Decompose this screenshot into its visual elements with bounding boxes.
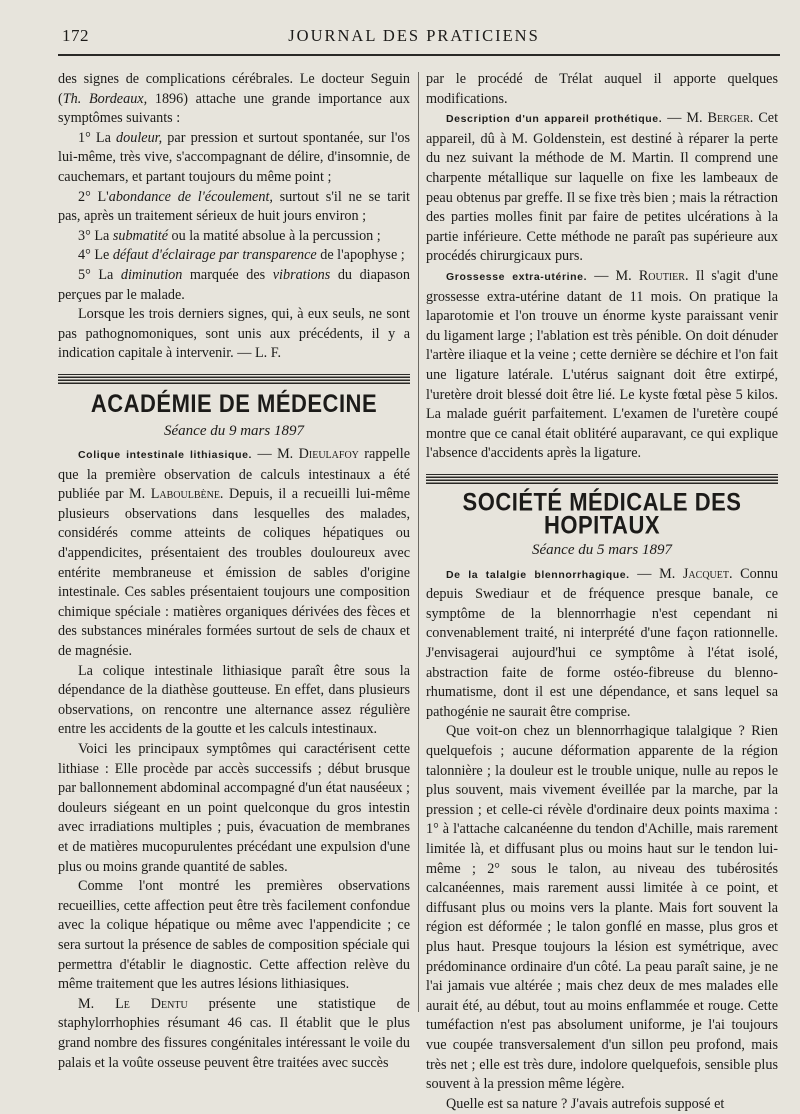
section-rule bbox=[58, 374, 410, 384]
section-rule bbox=[426, 474, 778, 484]
paragraph: Que voit-on chez un blennorrhagique talalgique ? Rien quelquefois ; aucune déformation apparente de la région talonnière ; la douleur est le trouble unique, nulle au repos le plus souvent, mais vivement éveillée par la marche, par la pression ; et celle-ci révèle d'ordinaire deux points maxima : 1° à l'attache calcanéenne du tendon d'Achille, mais rarement limitée là, et diffusant plus ou moins haut sur le tendon lui-même ; 2° sous le talon, au niveau des tubérosités calcanéennes, mais rarement aussi limitée à ce point, et diffusant plus ou moins vers la plante. Mais fort souvent la région est déformée ; le talon gonflé en masse, plus gros et plus haut. Presque toujours la lésion est symétrique, avec prédominance ordinaire d'un côté. La peau paraît saine, je ne l'ai jamais vue altérée ; mais chez deux de mes malades elle aurait été, au début, tout au moins enflammée et rouge. Cette tuméfaction n'est pas absolument uniforme, je l'ai toujours vue coupée transversalement d'un sillon peu profond, mais très net ; elle est très dure, indolore quelquefois, sensible plus souvent à la pression même légère. bbox=[426, 723, 778, 1093]
symptom-3: 3° La submatité ou la matité absolue à la percussion ; bbox=[78, 227, 381, 244]
symptom-2: 2° L'abondance de l'écoulement, surtout s'il ne se tarit pas, après un traitement sérieux de huit jours environ ; bbox=[58, 188, 410, 225]
symptom-1: 1° La douleur, par pression et surtout spontanée, sur l'os lui-même, très vive, s'accompagnant de délire, d'insomnie, de cauchemars, et partant toujours du même point ; bbox=[58, 129, 411, 185]
journal-title: JOURNAL DES PRATICIENS bbox=[288, 26, 540, 45]
paragraph: Quelle est sa nature ? J'avais autrefois supposé et bbox=[446, 1095, 725, 1112]
paragraph: La colique intestinale lithiasique paraît être sous la dépendance de la diathèse goutteuse. En effet, dans plusieurs observations, on rencontre une alternance assez régulière entre les accidents de la goutte et les calculs intestinaux. bbox=[58, 662, 410, 738]
header-rule bbox=[58, 54, 780, 56]
symptom-5: 5° La diminution marquée des vibrations du diapason perçues par le malade. bbox=[58, 266, 410, 303]
section-title-academie: ACADÉMIE DE MÉDECINE bbox=[90, 388, 378, 418]
column-divider bbox=[418, 72, 419, 1012]
left-column bbox=[58, 70, 410, 1073]
article-staphylorrhophie: M. Le Dentu présente une statistique de staphylorrhophies résumant 46 cas. Il établit que le plus grand nombre des fissures congénitales intéressant le voile du palais et la voûte osseuse peuvent être traitées avec succès bbox=[58, 995, 410, 1071]
article-talalgie: De la talalgie blennorrhagique. — M. Jacquet. Connu depuis Swediaur et de fréquence presque banale, ce symptôme de la blennorrhagie n'est cependant ni convenablement traité, ni interprété d'une façon rationnelle. J'envisagerai aujourd'hui ce symptôme à l'état isolé, abstraction faite de forme ostéo-fibreuse du blenno-rhumatisme, dont il est une dépendance, et sans lequel sa pathogénie ne saurait être comprise. bbox=[426, 565, 778, 720]
page-header bbox=[58, 26, 770, 48]
article-colique: Colique intestinale lithiasique. — M. Dieulafoy rappelle que la première observation de calculs intestinaux a été publiée par M. Laboulbène. Depuis, il a recueilli lui-même plusieurs observations dans lesquelles des malades, considérés comme atteints de coliques hépatiques ou d'appendicites, présentaient des troubles douloureux avec entérite membraneuse et émission de sables d'origine intestinale. Ces sables présentaient toujours une composition chimique spéciale : matières organiques dérivées des fèces et des substances minérales formées surtout de sels de chaux et de magnésie. bbox=[58, 446, 410, 660]
intro-conclusion: Lorsque les trois derniers signes, qui, à eux seuls, ne sont pas pathognomoniques, sont unis aux précédents, il y a indication capitale à intervenir. — L. F. bbox=[58, 306, 410, 362]
seance-date: Séance du 9 mars 1897 bbox=[164, 422, 304, 439]
section-title-societe: SOCIÉTÉ MÉDICALE DES HOPITAUX bbox=[462, 487, 742, 539]
continuation: par le procédé de Trélat auquel il apporte quelques modifications. bbox=[426, 71, 778, 107]
symptom-4: 4° Le défaut d'éclairage par transparence de l'apophyse ; bbox=[78, 247, 405, 264]
intro-paragraph: des signes de complications cérébrales. Le docteur Seguin (Th. Bordeaux, 1896) attache une grande importance aux symptômes suivants : bbox=[58, 71, 410, 127]
seance-date: Séance du 5 mars 1897 bbox=[532, 542, 672, 559]
right-column bbox=[426, 70, 778, 1114]
article-grossesse: Grossesse extra-utérine. — M. Routier. Il s'agit d'une grossesse extra-utérine datant de 11 mois. On pratique la laparotomie et l'on trouve un énorme kyste paraissant venir du ligament large ; l'ablation est très pénible. On doit dénuder l'artère iliaque et la veine ; cette dernière se déchire et l'on fait une ligature latérale. L'utérus saignant doit être extirpé, l'uretère droit blessé doit être lié. Le kyste fœtal pèse 5 kilos. La malade guérit parfaitement. L'examen de l'uretère coupé montre que ce canal était oblitéré auparavant, ce qui explique l'absence d'accidents après la ligature. bbox=[426, 267, 779, 462]
paragraph: Comme l'ont montré les premières observations recueillies, cette affection peut être très facilement confondue avec la colique hépatique ou même avec l'appendicite ; ce sera surtout la présence de sables de composition spéciale qui permettra d'établir le diagnostic. Cette affection relève du même traitement que les autres lésions lithiasiques. bbox=[58, 878, 410, 993]
page-number: 172 bbox=[62, 26, 89, 45]
paragraph: Voici les principaux symptômes qui caractérisent cette lithiase : Elle procède par accès successifs ; début brusque par ballonnement abdominal accompagné d'un état nauséeux ; douleurs siégeant en un point quelconque du gros intestin avec irradiations multiples ; puis, évacuation de membranes et de matières mucopurulentes précédant une expulsion d'une plus ou moins grande quantité de sables. bbox=[58, 741, 410, 875]
article-appareil: Description d'un appareil prothétique. — M. Berger. Cet appareil, dû à M. Goldenstein, est destiné à réparer la perte du nez suivant la méthode de M. Martin. Il comprend une charpente métallique sur laquelle on fixe les lambeaux de peau obtenus par greffe. Il se fixe très bien ; mais la rétraction des parties molles finit par faire de petites ulcérations à la partie inférieure. Cette méthode ne paraît pas supérieure aux procédés chirurgicaux purs. bbox=[426, 110, 779, 265]
